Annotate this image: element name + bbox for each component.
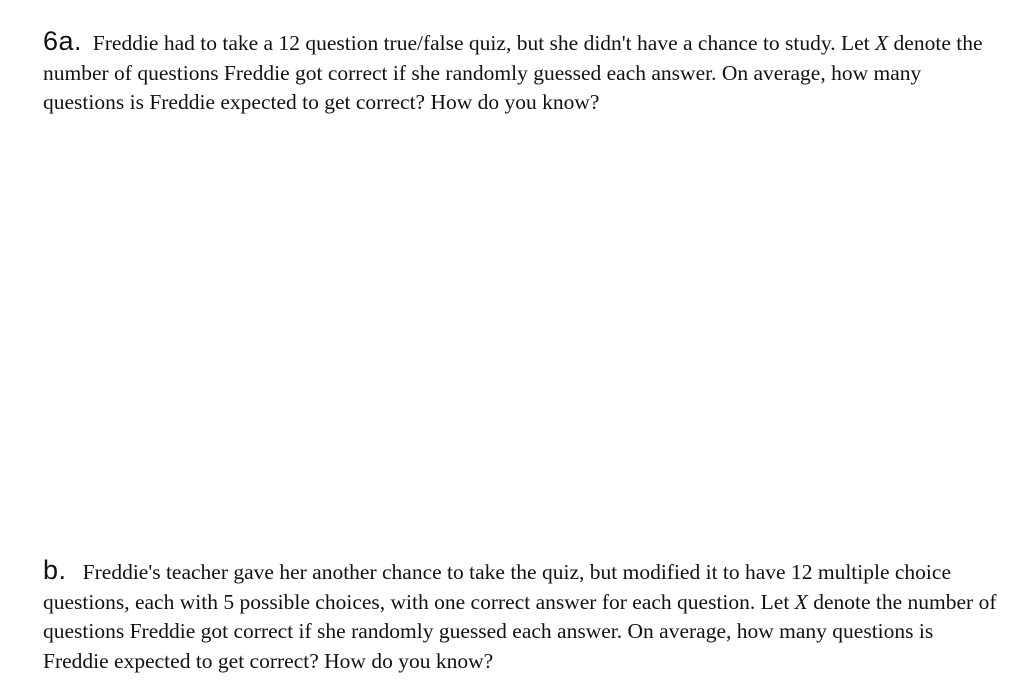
problem-6b-text-start: Freddie's teacher gave her another chance to take the quiz, but modified it to have 12 multiple choice questions, each with 5 possible choices, with one correct answer for each question. Let <box>43 560 951 614</box>
problem-6b-text-end: denote the number of questions Freddie got correct if she randomly guessed each answer. On average, how many questions is Freddie expected to get correct? How do you know? <box>43 589 997 673</box>
problem-6b <box>43 556 1003 676</box>
problem-6a-text-start: Freddie had to take a 12 question true/false quiz, but she didn't have a chance to study. Let <box>92 31 870 55</box>
problem-6a-text-end: denote the number of questions Freddie got correct if she randomly guessed each answer. On average, how many questions is Freddie expected to get correct? How do you know? <box>43 31 983 114</box>
problem-6a-label: 6a. <box>43 26 83 56</box>
problem-6b-label: b. <box>43 555 67 585</box>
problem-6b-variable: X <box>794 589 808 614</box>
problem-6a-variable: X <box>875 31 889 55</box>
problem-6a <box>43 27 1003 118</box>
